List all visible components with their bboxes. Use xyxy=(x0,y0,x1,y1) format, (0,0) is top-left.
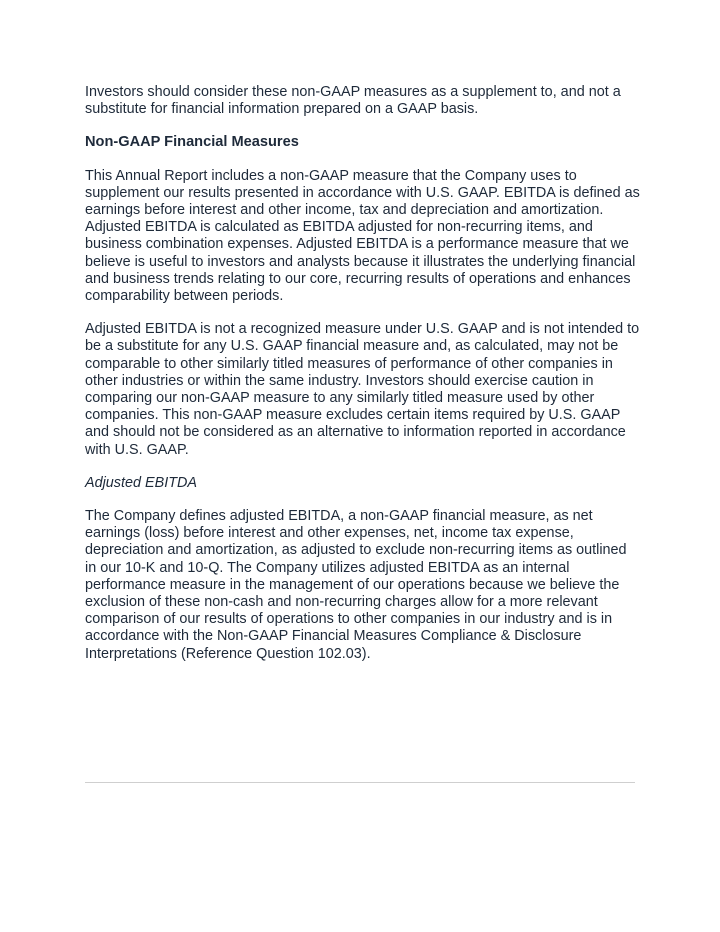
section-heading: Non-GAAP Financial Measures xyxy=(85,134,299,151)
document-body xyxy=(85,84,641,679)
footer-divider xyxy=(85,782,635,783)
intro-paragraph: Investors should consider these non-GAAP measures as a supplement to, and not a substitute for financial information prepared on a GAAP basis. xyxy=(85,84,621,118)
subheading-adjusted-ebitda: Adjusted EBITDA xyxy=(85,474,197,491)
paragraph-ebitda-definition: This Annual Report includes a non-GAAP measure that the Company uses to supplement our results presented in accordance with U.S. GAAP. EBITDA is defined as earnings before interest and other income, tax and depreciation and amortization. Adjusted EBITDA is calculated as EBITDA adjusted for non-recurring items, and business combination expenses. Adjusted EBITDA is a performance measure that we believe is useful to investors and analysts because it illustrates the underlying financial and business trends relating to our core, recurring results of operations and enhances comparability between periods. xyxy=(85,167,640,305)
paragraph-adjusted-ebitda: The Company defines adjusted EBITDA, a non-GAAP financial measure, as net earnings (loss) before interest and other expenses, net, income tax expense, depreciation and amortization, as adjusted to exclude non-recurring items as outlined in our 10-K and 10-Q. The Company utilizes adjusted EBITDA as an internal performance measure in the management of our operations because we believe the exclusion of these non-cash and non-recurring charges allow for a more relevant comparison of our results of operations to other companies in our industry and is in accordance with the Non-GAAP Financial Measures Compliance & Disclosure Interpretations (Reference Question 102.03). xyxy=(85,508,627,662)
paragraph-ebitda-limitations: Adjusted EBITDA is not a recognized measure under U.S. GAAP and is not intended to be a substitute for any U.S. GAAP financial measure and, as calculated, may not be comparable to other similarly titled measures of performance of other companies in other industries or within the same industry. Investors should exercise caution in comparing our non-GAAP measure to any similarly titled measure used by other companies. This non-GAAP measure excludes certain items required by U.S. GAAP and should not be considered as an alternative to information reported in accordance with U.S. GAAP. xyxy=(85,321,640,458)
